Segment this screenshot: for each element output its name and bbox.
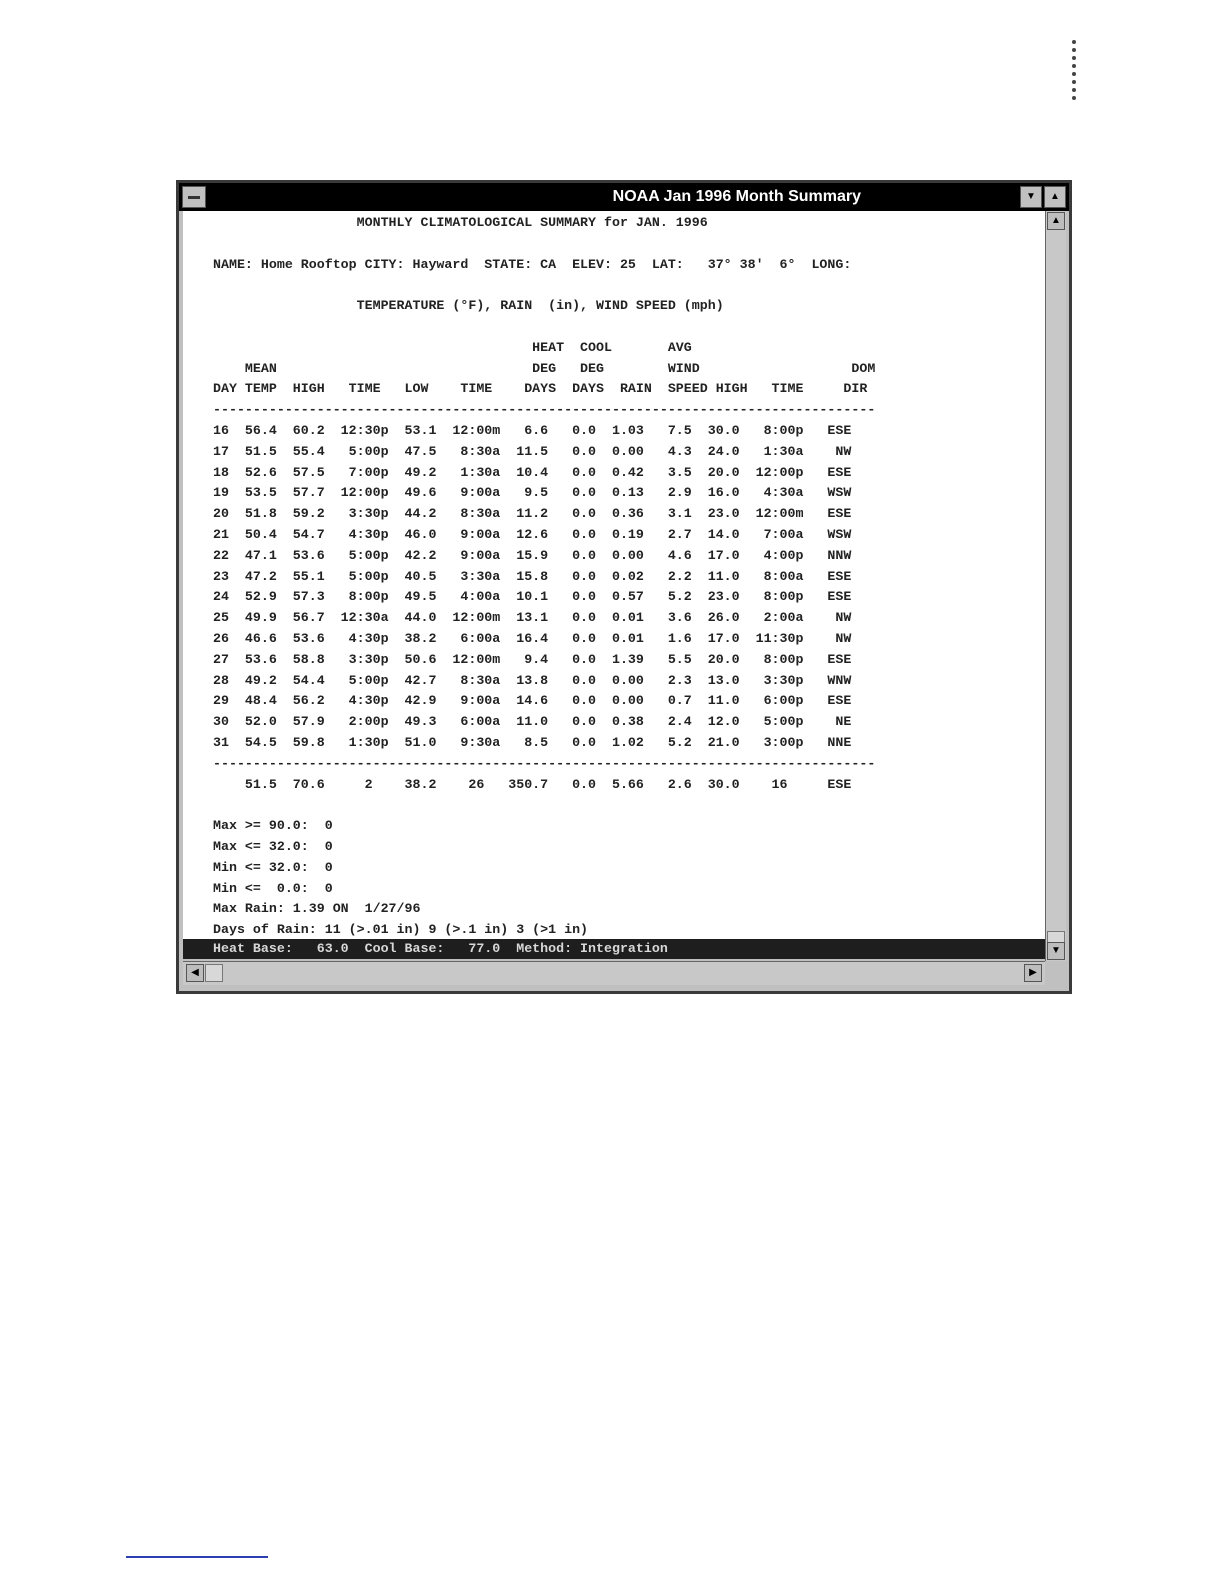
- margin-dot: [1072, 72, 1076, 76]
- report-line: 28 49.2 54.4 5:00p 42.7 8:30a 13.8 0.0 0.00 2.3 13.0 3:30p WNW: [213, 672, 852, 688]
- report-line: [213, 797, 221, 812]
- scroll-left-button[interactable]: ◀: [186, 964, 204, 982]
- footnote-rule: [126, 1556, 268, 1558]
- report-line: Days of Rain: 11 (>.01 in) 9 (>.1 in) 3 (>1 in): [213, 922, 589, 938]
- margin-dot: [1072, 40, 1076, 44]
- page-margin-dots: [1072, 40, 1080, 100]
- minimize-button[interactable]: ▼: [1020, 186, 1042, 208]
- report-line: 25 49.9 56.7 12:30a 44.0 12:00m 13.1 0.0 0.01 3.6 26.0 2:00a NW: [213, 610, 852, 626]
- horizontal-scroll-thumb[interactable]: [205, 964, 223, 982]
- scroll-up-button[interactable]: ▲: [1047, 212, 1065, 230]
- report-line: 30 52.0 57.9 2:00p 49.3 6:00a 11.0 0.0 0.38 2.4 12.0 5:00p NE: [213, 714, 852, 730]
- report-line: -----------------------------------------------------------------------------------: [213, 755, 876, 771]
- report-content[interactable]: [183, 211, 1045, 939]
- horizontal-scrollbar[interactable]: [183, 961, 1045, 985]
- scroll-right-button[interactable]: ▶: [1024, 964, 1042, 982]
- scroll-down-button[interactable]: ▼: [1047, 942, 1065, 960]
- status-bar: Heat Base: 63.0 Cool Base: 77.0 Method: Integration: [183, 939, 1045, 959]
- report-line: 26 46.6 53.6 4:30p 38.2 6:00a 16.4 0.0 0.01 1.6 17.0 11:30p NW: [213, 630, 852, 646]
- report-line: 22 47.1 53.6 5:00p 42.2 9:00a 15.9 0.0 0.00 4.6 17.0 4:00p NNW: [213, 547, 852, 563]
- report-line: Min <= 32.0: 0: [213, 859, 333, 875]
- report-line: MEAN DEG DEG WIND DOM: [213, 360, 876, 376]
- report-line: 27 53.6 58.8 3:30p 50.6 12:00m 9.4 0.0 1.39 5.5 20.0 8:00p ESE: [213, 651, 852, 667]
- margin-dot: [1072, 96, 1076, 100]
- scrollbar-corner: [1045, 961, 1066, 985]
- report-line: 31 54.5 59.8 1:30p 51.0 9:30a 8.5 0.0 1.02 5.2 21.0 3:00p NNE: [213, 734, 852, 750]
- report-line: Max <= 32.0: 0: [213, 838, 333, 854]
- report-line: Min <= 0.0: 0: [213, 880, 333, 896]
- margin-dot: [1072, 56, 1076, 60]
- margin-dot: [1072, 48, 1076, 52]
- report-line: [213, 319, 221, 334]
- report-line: NAME: Home Rooftop CITY: Hayward STATE: CA ELEV: 25 LAT: 37° 38' 6° LONG:: [213, 256, 852, 272]
- month-summary-window: [176, 180, 1072, 994]
- report-line: MONTHLY CLIMATOLOGICAL SUMMARY for JAN. 1996: [213, 215, 708, 230]
- title-bar[interactable]: [179, 183, 1069, 211]
- report-line: 21 50.4 54.7 4:30p 46.0 9:00a 12.6 0.0 0.19 2.7 14.0 7:00a WSW: [213, 526, 852, 542]
- report-line: -----------------------------------------------------------------------------------: [213, 402, 876, 418]
- report-line: 20 51.8 59.2 3:30p 44.2 8:30a 11.2 0.0 0.36 3.1 23.0 12:00m ESE: [213, 506, 852, 522]
- report-line: TEMPERATURE (°F), RAIN (in), WIND SPEED (mph): [213, 298, 724, 314]
- report-line: 17 51.5 55.4 5:00p 47.5 8:30a 11.5 0.0 0.00 4.3 24.0 1:30a NW: [213, 443, 852, 459]
- report-line: 24 52.9 57.3 8:00p 49.5 4:00a 10.1 0.0 0.57 5.2 23.0 8:00p ESE: [213, 589, 852, 605]
- report-line: 23 47.2 55.1 5:00p 40.5 3:30a 15.8 0.0 0.02 2.2 11.0 8:00a ESE: [213, 568, 852, 584]
- report-line: [213, 277, 221, 292]
- report-line: 29 48.4 56.2 4:30p 42.9 9:00a 14.6 0.0 0.00 0.7 11.0 6:00p ESE: [213, 693, 852, 709]
- climatological-report: [183, 211, 1045, 939]
- system-menu-icon[interactable]: [182, 186, 206, 208]
- report-line: Max >= 90.0: 0: [213, 818, 333, 834]
- report-line: 19 53.5 57.7 12:00p 49.6 9:00a 9.5 0.0 0.13 2.9 16.0 4:30a WSW: [213, 485, 852, 501]
- margin-dot: [1072, 64, 1076, 68]
- report-line: DAY TEMP HIGH TIME LOW TIME DAYS DAYS RAIN SPEED HIGH TIME DIR: [213, 381, 868, 397]
- report-line: HEAT COOL AVG: [213, 339, 692, 355]
- report-line: 16 56.4 60.2 12:30p 53.1 12:00m 6.6 0.0 1.03 7.5 30.0 8:00p ESE: [213, 422, 852, 438]
- report-line: 18 52.6 57.5 7:00p 49.2 1:30a 10.4 0.0 0.42 3.5 20.0 12:00p ESE: [213, 464, 852, 480]
- report-line: Max Rain: 1.39 ON 1/27/96: [213, 901, 421, 917]
- report-line: [213, 236, 221, 251]
- maximize-button[interactable]: ▲: [1044, 186, 1066, 208]
- window-title: NOAA Jan 1996 Month Summary: [612, 188, 861, 205]
- vertical-scrollbar[interactable]: [1045, 211, 1066, 961]
- margin-dot: [1072, 88, 1076, 92]
- margin-dot: [1072, 80, 1076, 84]
- report-line: 51.5 70.6 2 38.2 26 350.7 0.0 5.66 2.6 30.0 16 ESE: [213, 776, 852, 792]
